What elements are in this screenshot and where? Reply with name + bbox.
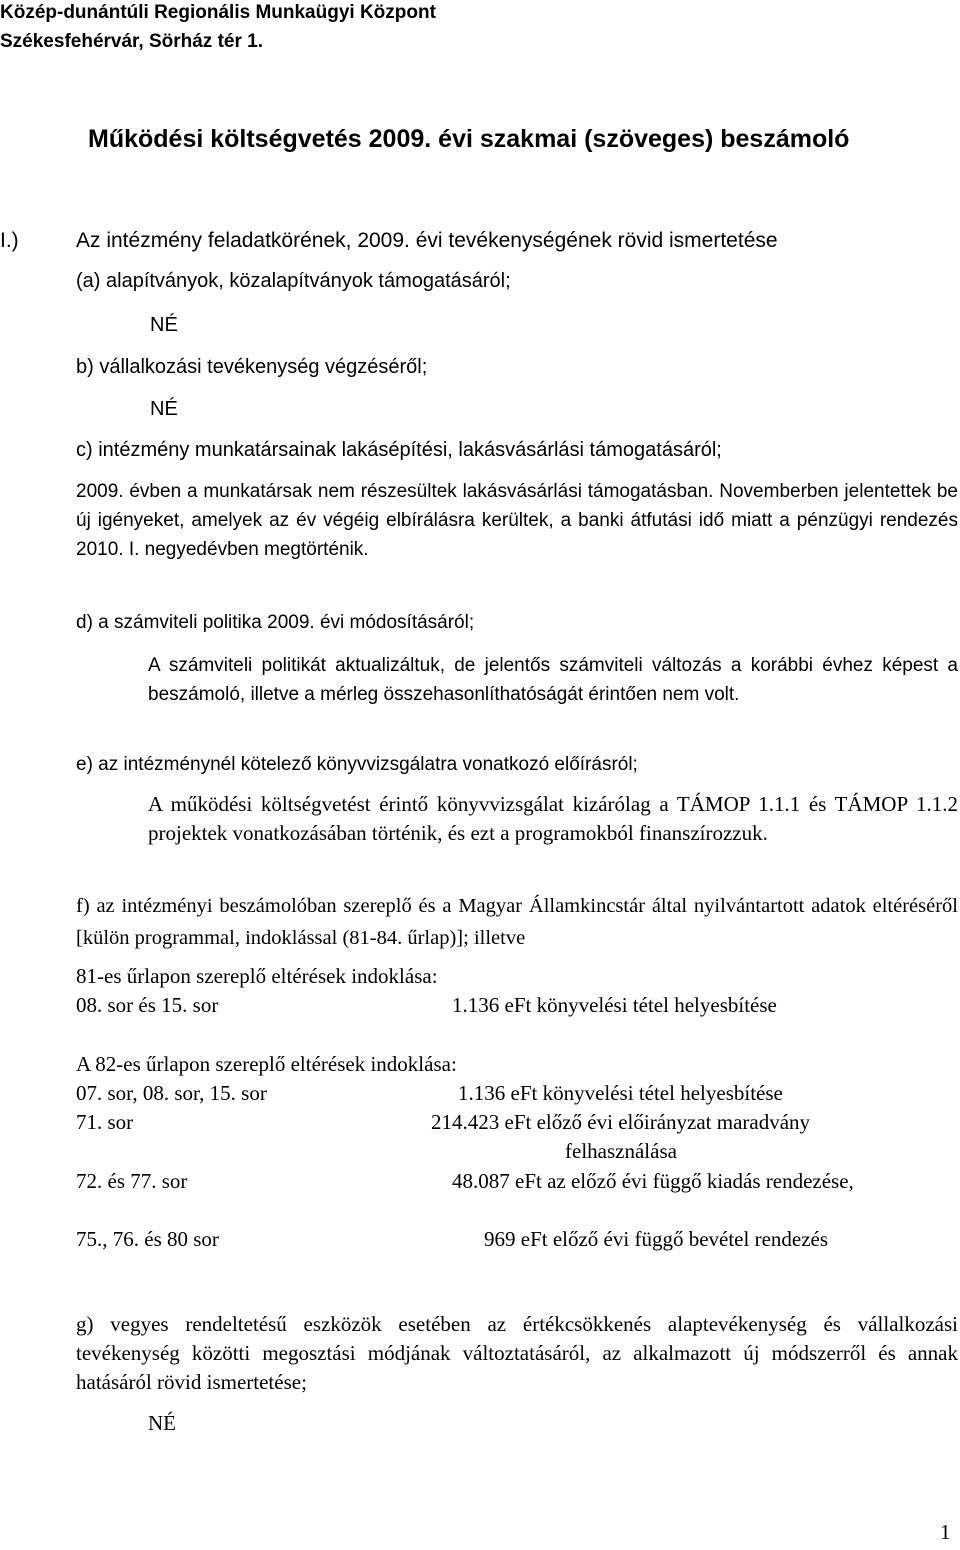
document-title: Működési költségvetés 2009. évi szakmai (szöveges) beszámoló	[88, 125, 850, 153]
page-number: 1	[940, 1520, 951, 1544]
institution-address: Székesfehérvár, Sörház tér 1.	[0, 31, 263, 52]
form82-row-text: 48.087 eFt az előző évi függő kiadás rendezése,	[452, 1169, 854, 1193]
form82-row-label: 71. sor	[76, 1110, 134, 1134]
section-number: I.)	[0, 229, 19, 252]
form81-row-text: 1.136 eFt könyvelési tétel helyesbítése	[452, 993, 777, 1017]
form82-row-label: 07. sor, 08. sor, 15. sor	[76, 1081, 267, 1105]
institution-name: Közép-dunántúli Regionális Munkaügyi Központ	[0, 2, 436, 23]
item-a-heading: (a) alapítványok, közalapítványok támogatásáról;	[76, 270, 511, 292]
form82-row-label: 75., 76. és 80 sor	[76, 1227, 219, 1251]
item-e-body: A működési költségvetést érintő könyvvizsgálat kizárólag a TÁMOP 1.1.1 és TÁMOP 1.1.2 projektek vonatkozásában történik, és ezt a programokból finanszírozzuk.	[148, 792, 958, 845]
item-c-heading: c) intézmény munkatársainak lakásépítési, lakásvásárlási támogatásáról;	[76, 439, 722, 461]
form81-title: 81-es űrlapon szereplő eltérések indoklása:	[76, 964, 438, 988]
section-heading: Az intézmény feladatkörének, 2009. évi tevékenységének rövid ismertetése	[76, 229, 778, 252]
form82-row-text: 1.136 eFt könyvelési tétel helyesbítése	[458, 1081, 783, 1105]
form82-row-text-continued: felhasználása	[565, 1139, 677, 1163]
item-e-heading: e) az intézménynél kötelező könyvvizsgálatra vonatkozó előírásról;	[76, 754, 638, 775]
item-d-body: A számviteli politikát aktualizáltuk, de jelentős számviteli változás a korábbi évhez képest a beszámoló, illetve a mérleg összehasonlíthatóságát érintően nem volt.	[148, 655, 958, 705]
item-f-heading: f) az intézményi beszámolóban szereplő és a Magyar Államkincstár által nyilvántartott adatok eltéréséről [külön programmal, indoklással (81-84. űrlap)]; illetve	[76, 895, 958, 949]
item-g-answer: NÉ	[148, 1411, 176, 1435]
form82-row-label: 72. és 77. sor	[76, 1169, 188, 1193]
item-c-body: 2009. évben a munkatársak nem részesültek lakásvásárlási támogatásban. Novemberben jelentettek be új igényeket, amelyek az év végéig elbírálásra kerültek, a banki átfutási idő miatt a pénzügyi rendezés 2010. I. negyedévben megtörténik.	[76, 481, 958, 560]
item-b-heading: b) vállalkozási tevékenység végzéséről;	[76, 356, 428, 378]
item-g-heading: g) vegyes rendeltetésű eszközök esetében az értékcsökkenés alaptevékenység és vállalkozási tevékenység közötti megosztási módjának változtatásáról, az alkalmazott új módszerről és annak hatásáról rövid ismertetése;	[76, 1312, 958, 1394]
item-b-answer: NÉ	[150, 398, 178, 420]
item-a-answer: NÉ	[150, 314, 178, 336]
item-d-heading: d) a számviteli politika 2009. évi módosításáról;	[76, 612, 475, 633]
form82-row-text: 969 eFt előző évi függő bevétel rendezés	[484, 1227, 829, 1251]
form81-row-label: 08. sor és 15. sor	[76, 993, 219, 1017]
form82-title: A 82-es űrlapon szereplő eltérések indoklása:	[76, 1052, 457, 1076]
form82-row-text: 214.423 eFt előző évi előirányzat maradvány	[431, 1110, 811, 1134]
